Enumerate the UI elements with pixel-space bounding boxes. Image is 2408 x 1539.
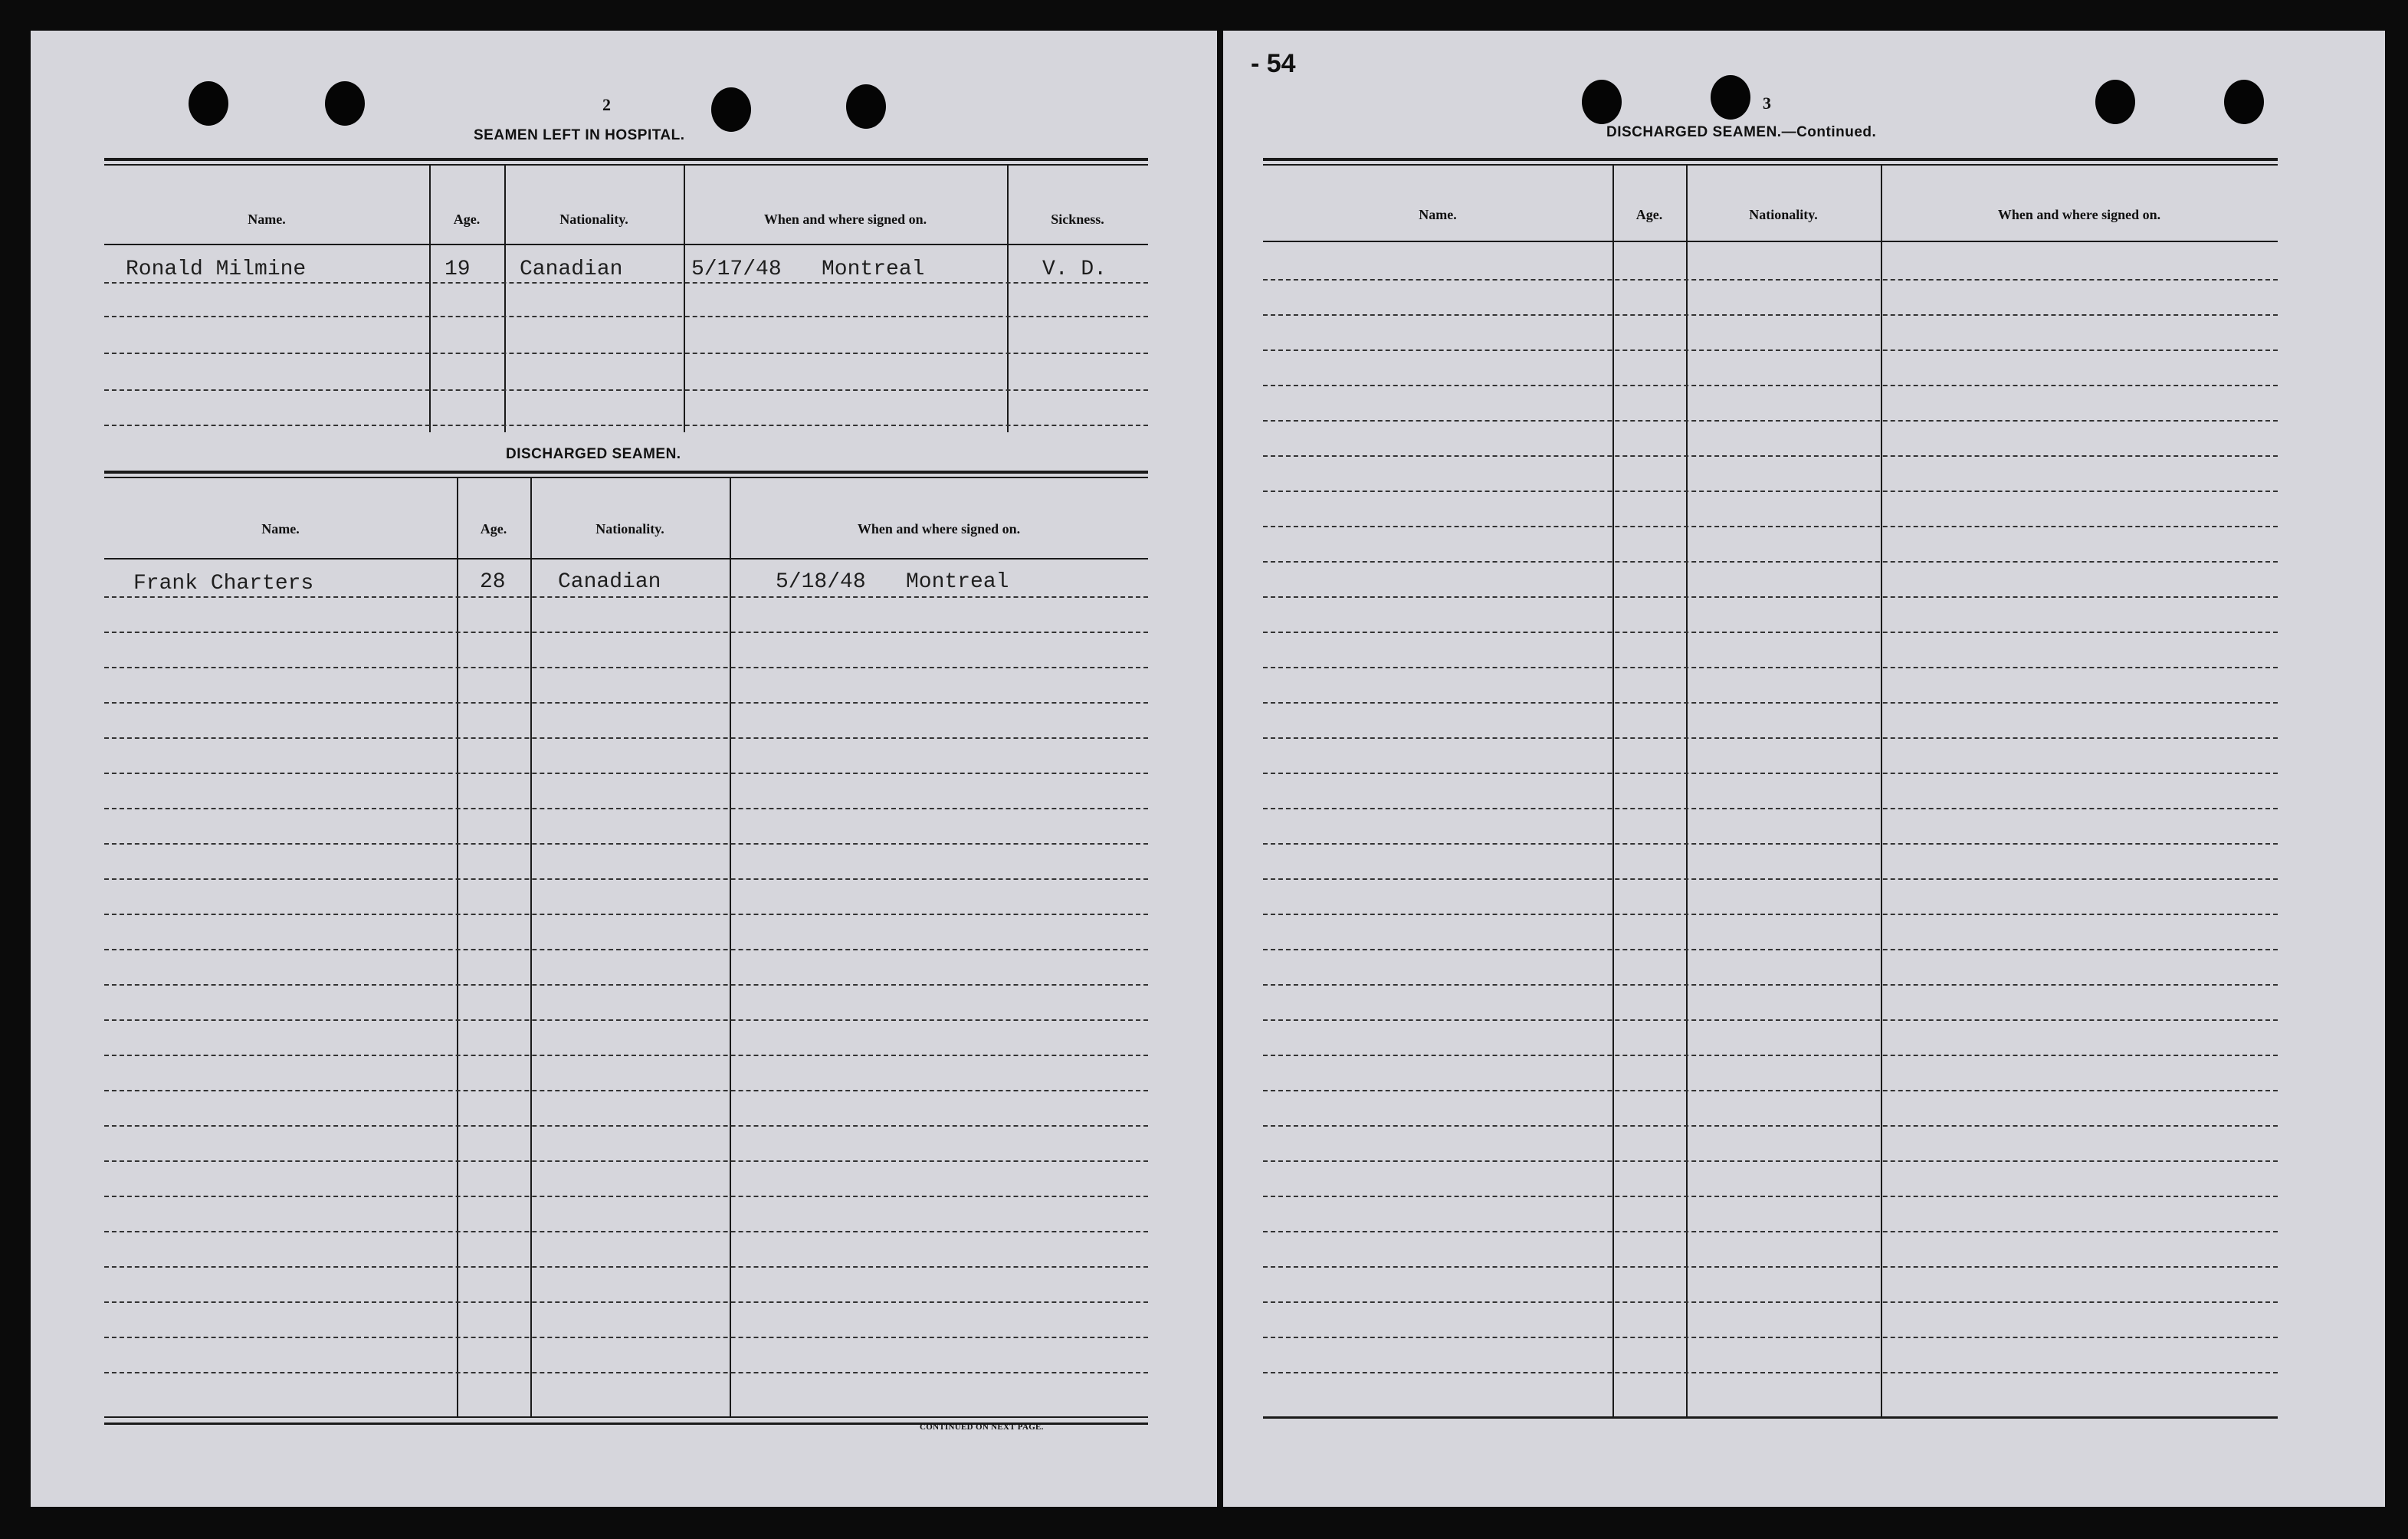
discharged-row-date: 5/18/48 xyxy=(776,570,866,594)
hospital-row-name: Ronald Milmine xyxy=(126,258,307,281)
hospital-row-nationality: Canadian xyxy=(520,258,623,281)
left-page xyxy=(31,31,1217,1507)
hospital-row-age: 19 xyxy=(445,258,471,281)
continued-header-age: Age. xyxy=(1635,207,1663,222)
punch-hole xyxy=(2095,80,2135,124)
continued-header-name: Name. xyxy=(1419,207,1457,222)
hospital-table xyxy=(104,158,1148,434)
punch-hole xyxy=(711,87,751,132)
discharged-row-age: 28 xyxy=(480,570,506,594)
discharged-table xyxy=(104,471,1148,1459)
continued-header-signed-on: When and where signed on. xyxy=(1997,207,2161,222)
page-number: 3 xyxy=(1763,94,1771,113)
discharged-row-name: Frank Charters xyxy=(133,572,314,596)
continued-section-title: DISCHARGED SEAMEN.—Continued. xyxy=(1606,124,1877,140)
discharged-header-age: Age. xyxy=(480,521,507,537)
punch-hole xyxy=(325,81,365,126)
discharged-header-nationality: Nationality. xyxy=(595,521,664,537)
hospital-header-age: Age. xyxy=(453,212,481,227)
continued-header-nationality: Nationality. xyxy=(1749,207,1818,222)
hospital-header-signed-on: When and where signed on. xyxy=(763,212,927,227)
hospital-section-title: SEAMEN LEFT IN HOSPITAL. xyxy=(474,127,685,143)
discharged-row-place: Montreal xyxy=(906,570,1009,594)
page-number: 2 xyxy=(602,95,611,114)
discharged-header-name: Name. xyxy=(261,521,300,537)
right-page xyxy=(1223,31,2385,1507)
hospital-header-sickness: Sickness. xyxy=(1051,212,1104,227)
punch-hole xyxy=(189,81,228,126)
hospital-header-name: Name. xyxy=(248,212,286,227)
page-mark: - 54 xyxy=(1251,49,1296,78)
punch-hole xyxy=(1582,80,1622,124)
hospital-row-place: Montreal xyxy=(822,258,925,281)
punch-hole xyxy=(2224,80,2264,124)
discharged-section-title: DISCHARGED SEAMEN. xyxy=(506,446,681,462)
discharged-continued-table xyxy=(1263,158,2278,1461)
hospital-header-nationality: Nationality. xyxy=(559,212,628,227)
punch-hole xyxy=(846,84,886,129)
hospital-row-sickness: V. D. xyxy=(1042,258,1107,281)
continued-footnote: CONTINUED ON NEXT PAGE. xyxy=(920,1423,1044,1432)
hospital-row-date: 5/17/48 xyxy=(691,258,782,281)
discharged-header-signed-on: When and where signed on. xyxy=(857,521,1021,537)
punch-hole xyxy=(1711,75,1750,120)
discharged-row-nationality: Canadian xyxy=(558,570,661,594)
